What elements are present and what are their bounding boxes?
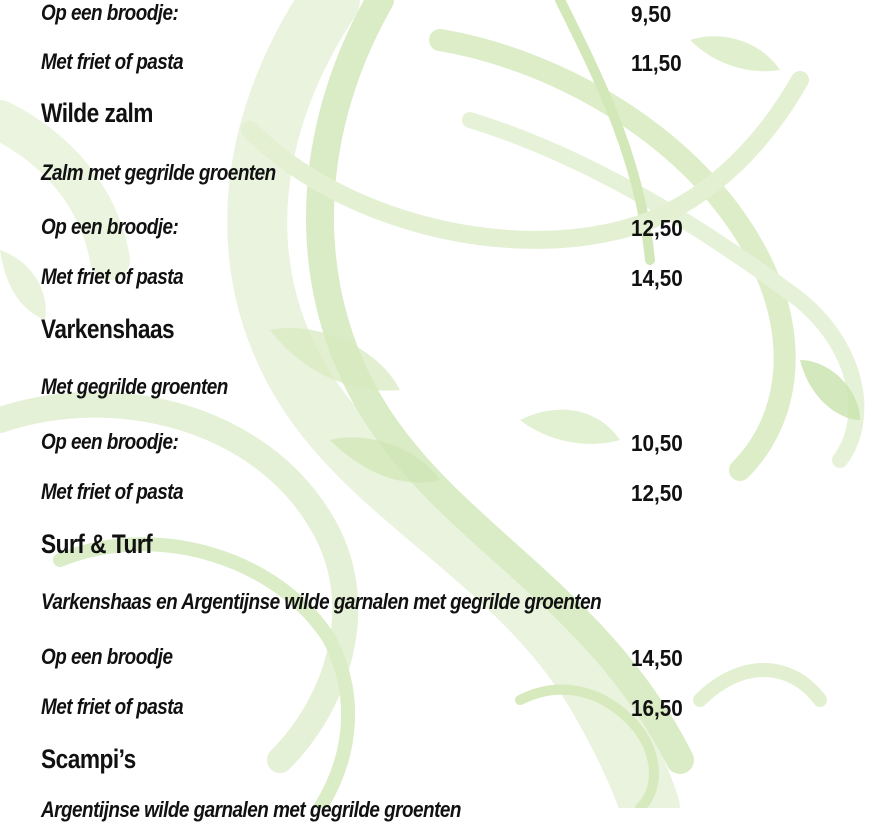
option-label: Met friet of pasta <box>41 694 184 719</box>
price: 16,50 <box>631 695 683 721</box>
price: 12,50 <box>631 480 683 506</box>
dish-description: Varkenshaas en Argentijnse wilde garnalen met gegrilde groenten <box>41 589 602 614</box>
price: 12,50 <box>631 215 683 241</box>
dish-description: Zalm met gegrilde groenten <box>41 160 276 185</box>
dish-heading: Wilde zalm <box>41 98 153 128</box>
option-label: Op een broodje: <box>41 214 179 239</box>
option-label: Op een broodje <box>41 644 173 669</box>
price: 14,50 <box>631 645 683 671</box>
price: 10,50 <box>631 430 683 456</box>
price: 14,50 <box>631 265 683 291</box>
dish-description: Met gegrilde groenten <box>41 374 228 399</box>
dish-heading: Varkenshaas <box>41 314 175 344</box>
price: 11,50 <box>631 50 682 76</box>
dish-heading: Scampi’s <box>41 744 136 774</box>
price: 9,50 <box>631 1 672 27</box>
dish-heading: Surf & Turf <box>41 529 153 559</box>
dish-description: Argentijnse wilde garnalen met gegrilde groenten <box>41 797 461 822</box>
option-label: Met friet of pasta <box>41 479 184 504</box>
option-label: Met friet of pasta <box>41 264 184 289</box>
option-label: Met friet of pasta <box>41 49 184 74</box>
option-label: Op een broodje: <box>41 429 179 454</box>
option-label: Op een broodje: <box>41 0 179 25</box>
